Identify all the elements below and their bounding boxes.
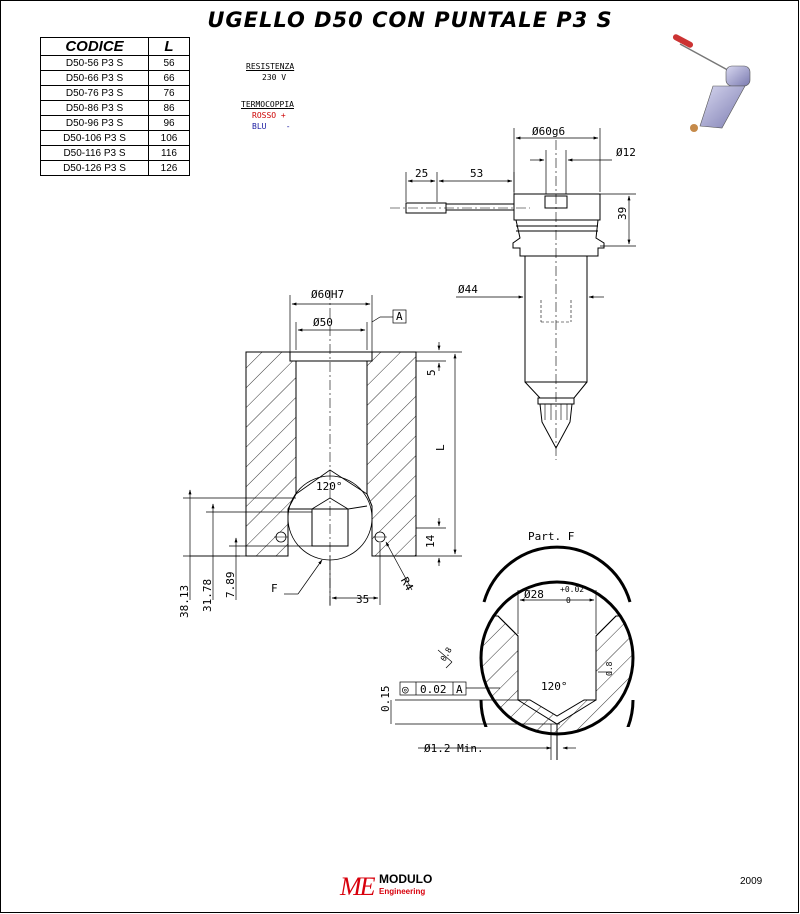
dim-d60g6: Ø60g6 [532,125,566,138]
plate-section-view [246,290,416,606]
dim-d28: Ø28 [524,588,544,601]
code-cell: D50-96 P3 S [41,116,149,131]
dim-r4: R4 [397,575,416,593]
length-cell: 56 [149,56,190,71]
code-cell: D50-126 P3 S [41,161,149,176]
termocoppia-blu: BLU - [252,122,291,131]
dim-d1-2-min: Ø1.2 Min. [424,742,484,755]
resistenza-label: RESISTENZA [246,62,295,71]
dim-120-section: 120° [316,480,343,493]
length-cell: 76 [149,86,190,101]
section-dimensions [183,295,462,605]
code-cell: D50-56 P3 S [41,56,149,71]
length-cell: 106 [149,131,190,146]
dim-120-detail: 120° [541,680,568,693]
datum-a-label: A [396,310,403,323]
dim-7-89: 7.89 [224,571,237,598]
dim-d60h7: Ø60H7 [311,288,345,301]
termocoppia-label: TERMOCOPPIA [241,100,294,109]
dim-d44: Ø44 [458,283,478,296]
drawing-title: UGELLO D50 CON PUNTALE P3 S [207,8,613,32]
company-logo-modulo: MODULO [379,872,433,886]
tol-frame-datum: A [456,683,463,696]
dim-31-78: 31.78 [201,578,214,612]
dim-d12: Ø12 [616,146,636,159]
code-cell: D50-76 P3 S [41,86,149,101]
length-cell: 86 [149,101,190,116]
company-logo-engineering: Engineering [379,887,426,896]
rough-08-right: 0.8 [605,661,614,676]
header-codice: CODICE [41,38,149,56]
code-cell: D50-86 P3 S [41,101,149,116]
drawing-year: 2009 [740,876,763,887]
nozzle-elevation-view [390,140,604,460]
label-f: F [271,582,278,595]
dim-d50: Ø50 [313,316,333,329]
header-l: L [149,38,190,56]
code-cell: D50-66 P3 S [41,71,149,86]
tol-upper: +0.02 [560,585,585,594]
length-cell: 96 [149,116,190,131]
length-cell: 116 [149,146,190,161]
code-cell: D50-106 P3 S [41,131,149,146]
dim-39: 39 [616,206,629,220]
tol-frame-value: 0.02 [420,683,447,696]
dim-0-15: 0.15 [379,685,392,712]
rough-08-left: 0.8 [438,645,454,663]
company-logo-me: ME [340,872,374,901]
dim-53: 53 [470,167,484,180]
length-cell: 66 [149,71,190,86]
termocoppia-rosso: ROSSO + [252,111,286,120]
dim-35: 35 [356,593,370,606]
nozzle-3d-illustration [672,33,750,132]
detail-title: Part. F [528,530,575,543]
dim-l: L [434,444,447,451]
dim-25: 25 [415,167,429,180]
dim-38-13: 38.13 [178,584,191,618]
tol-lower: 0 [566,596,571,605]
resistenza-value: 230 V [262,73,287,82]
code-cell: D50-116 P3 S [41,146,149,161]
detail-view-f [470,530,650,776]
dim-14: 14 [424,534,437,548]
concentricity-symbol: ◎ [402,683,409,696]
length-cell: 126 [149,161,190,176]
dim-5: 5 [425,369,438,376]
